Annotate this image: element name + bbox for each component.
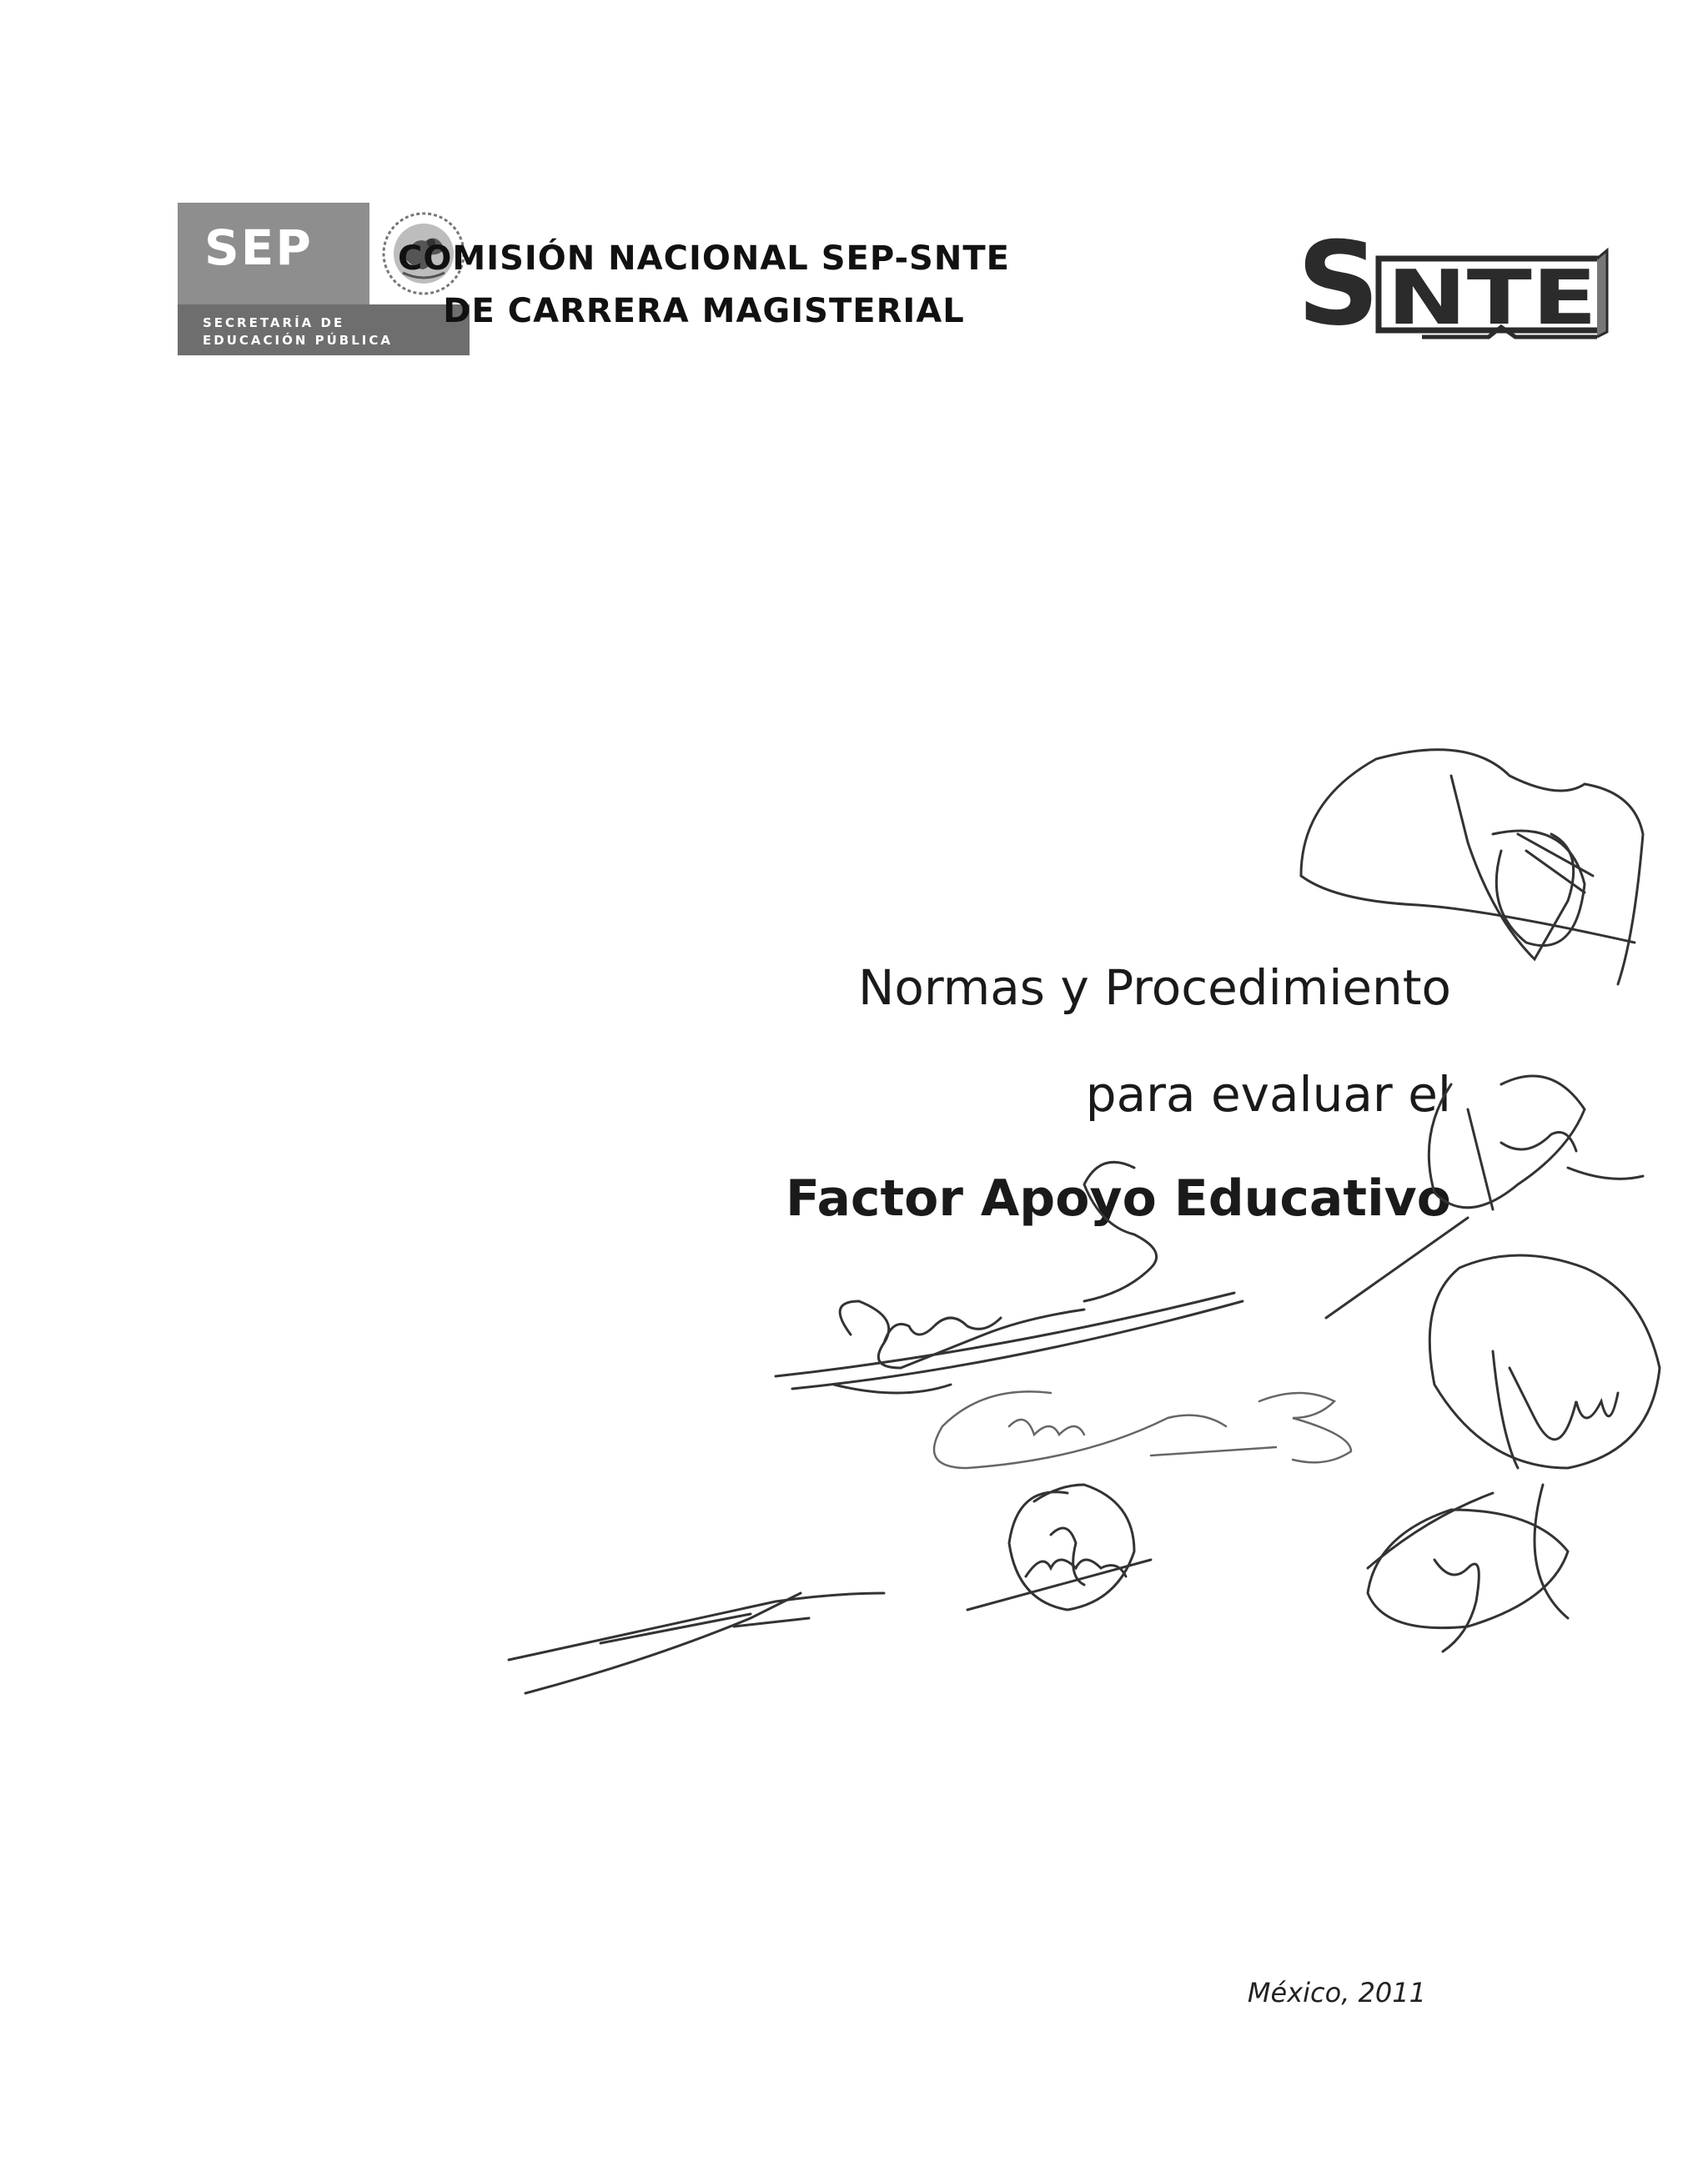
document-title-line2: para evaluar el [1085,1066,1451,1123]
commission-title-line2: DE CARRERA MAGISTERIAL [443,292,965,330]
signature-3 [1368,1255,1660,1618]
commission-title-line1: COMISIÓN NACIONAL SEP-SNTE [398,239,1010,278]
document-title-main: Factor Apoyo Educativo [785,1169,1451,1228]
sep-logo-subtitle-line2: EDUCACIÓN PÚBLICA [203,333,393,348]
svg-text:S: S [1297,225,1380,350]
signature-1 [1301,750,1643,984]
svg-text:NTE: NTE [1387,254,1597,342]
signature-8 [509,1593,884,1693]
signature-7 [967,1485,1151,1610]
sep-logo-word: SEP [204,219,313,276]
signature-4 [1368,1510,1568,1652]
signature-6 [934,1391,1351,1468]
snte-logo [1297,225,1614,350]
sep-logo [178,203,470,355]
document-title-line1: Normas y Procedimiento [858,959,1451,1016]
place-date: México, 2011 [1247,1977,1426,2009]
sep-logo-subtitle-line1: SECRETARÍA DE [203,315,345,330]
